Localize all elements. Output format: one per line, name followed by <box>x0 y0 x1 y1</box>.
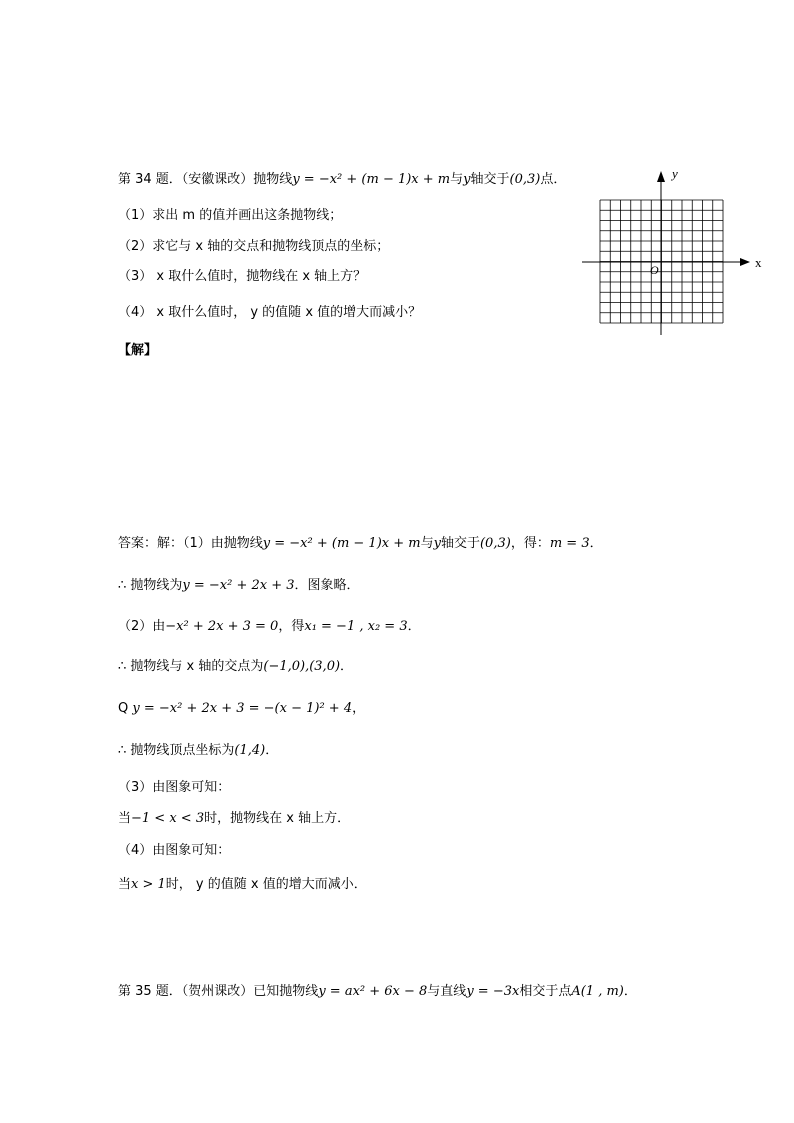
answer-line-4 <box>118 658 353 676</box>
q34-y-var: y <box>463 172 471 187</box>
answer-line-2 <box>118 577 360 595</box>
answer-1-y: y <box>433 536 441 551</box>
answer-line-6 <box>118 742 278 760</box>
answer-3-sol: x₁ = −1 , x₂ = 3 <box>304 619 408 634</box>
answer-5-prefix: Q <box>118 701 133 716</box>
answer-4-pts: (−1,0),(3,0) <box>263 659 341 674</box>
answer-8-ineq: −1 < x < 3 <box>131 811 205 826</box>
q34-point: (0,3) <box>509 172 541 187</box>
q34-prefix: 第 34 题．（安徽课改）抛物线 <box>118 172 293 187</box>
answer-10-prefix: 当 <box>118 877 132 892</box>
q34-stem <box>118 171 566 189</box>
q34-equation: y = −x² + (m − 1)x + m <box>292 172 451 187</box>
answer-4-prefix: ∴ 抛物线与 x 轴的交点为 <box>118 659 264 674</box>
q34-item-1: （1）求出 m 的值并画出这条抛物线； <box>118 208 343 223</box>
answer-5-eq: y = −x² + 2x + 3 = −(x − 1)² + 4 <box>132 701 353 716</box>
answer-6-pt: (1,4) <box>234 743 266 758</box>
q34-item-2: （2）求它与 x 轴的交点和抛物线顶点的坐标； <box>118 239 390 254</box>
q34-item-4: （4） x 取什么值时， y 的值随 x 值的增大而减小？ <box>118 305 422 320</box>
q34-middle: 与 <box>450 172 464 187</box>
answer-10-ineq: x > 1 <box>131 877 166 892</box>
q35-prefix: 第 35 题．（贺州课改）已知抛物线 <box>118 984 319 999</box>
answer-10-end: 时， y 的值随 x 值的增大而减小． <box>165 877 367 892</box>
y-axis-label: y <box>672 166 678 181</box>
answer-3-end: ． <box>407 619 421 634</box>
answer-2-eq: y = −x² + 2x + 3 <box>182 578 295 593</box>
q34-item-3: （3） x 取什么值时，抛物线在 x 轴上方？ <box>118 269 367 284</box>
q35-end: ． <box>623 984 637 999</box>
x-axis-arrow <box>740 258 750 266</box>
answer-line-5 <box>118 700 365 718</box>
answer-line-9: （4）由图象可知： <box>118 843 231 858</box>
answer-line-3 <box>118 618 421 636</box>
answer-line-10 <box>118 876 367 894</box>
answer-8-prefix: 当 <box>118 811 132 826</box>
q34-end: 点． <box>540 172 567 187</box>
answer-6-end: ． <box>265 743 279 758</box>
q35-pt: A(1 , m) <box>571 984 624 999</box>
q34-suffix: 轴交于 <box>470 172 510 187</box>
answer-line-1 <box>118 535 603 553</box>
origin-label: O <box>650 263 659 277</box>
coordinate-grid <box>578 165 778 340</box>
q35-eq1: y = ax² + 6x − 8 <box>318 984 428 999</box>
answer-3-mid: ，得 <box>278 619 305 634</box>
answer-8-end: 时，抛物线在 x 轴上方． <box>204 811 351 826</box>
q35-stem <box>118 983 637 1001</box>
answer-line-7: （3）由图象可知： <box>118 780 231 795</box>
answer-1-axis: 轴交于 <box>440 536 480 551</box>
answer-1-result: m = 3 <box>549 536 590 551</box>
x-axis-label: x <box>755 255 762 270</box>
answer-2-prefix: ∴ 抛物线为 <box>118 578 183 593</box>
q35-mid: 与直线 <box>427 984 467 999</box>
answer-1-point: (0,3) <box>479 536 511 551</box>
answer-1-got: ，得： <box>510 536 550 551</box>
answer-6-prefix: ∴ 抛物线顶点坐标为 <box>118 743 235 758</box>
y-axis-arrow <box>657 171 665 182</box>
answer-1-mid: 与 <box>420 536 434 551</box>
answer-2-end: ．图象略． <box>294 578 360 593</box>
answer-4-end: ． <box>340 659 354 674</box>
answer-1-prefix: 答案：解：（1）由抛物线 <box>118 536 263 551</box>
answer-3-prefix: （2）由 <box>118 619 166 634</box>
answer-5-end: ， <box>352 701 366 716</box>
answer-3-eq: −x² + 2x + 3 = 0 <box>165 619 279 634</box>
answer-1-eq: y = −x² + (m − 1)x + m <box>262 536 421 551</box>
answer-line-8 <box>118 810 350 828</box>
answer-1-end: ． <box>589 536 603 551</box>
solution-label: 【解】 <box>118 343 158 358</box>
q35-eq2: y = −3x <box>466 984 520 999</box>
q35-mid2: 相交于点 <box>519 984 572 999</box>
